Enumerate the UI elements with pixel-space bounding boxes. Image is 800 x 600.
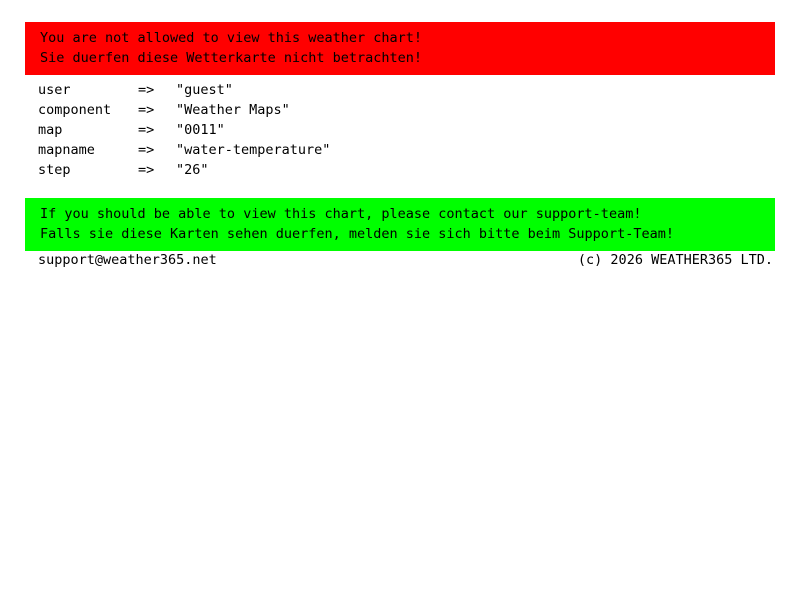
error-banner-line-de: Sie duerfen diese Wetterkarte nicht betrachten! xyxy=(40,50,423,66)
parameter-value: "Weather Maps" xyxy=(176,102,290,118)
info-banner-line-en: If you should be able to view this chart, please contact our support-team! xyxy=(40,206,642,222)
parameter-value: "guest" xyxy=(176,82,233,98)
parameter-arrow: => xyxy=(138,122,155,138)
parameter-value: "0011" xyxy=(176,122,225,138)
parameter-key: mapname xyxy=(38,142,95,158)
parameter-arrow: => xyxy=(138,142,155,158)
parameter-key: user xyxy=(38,82,71,98)
parameter-arrow: => xyxy=(138,162,155,178)
parameter-arrow: => xyxy=(138,82,155,98)
error-banner xyxy=(25,22,775,75)
info-banner xyxy=(25,198,775,251)
parameter-key: step xyxy=(38,162,71,178)
parameter-value: "26" xyxy=(176,162,209,178)
parameter-value: "water-temperature" xyxy=(176,142,331,158)
parameter-list xyxy=(38,80,738,180)
parameter-key: component xyxy=(38,102,112,118)
error-banner-line-en: You are not allowed to view this weather chart! xyxy=(40,30,423,46)
parameter-row-map xyxy=(38,120,738,140)
support-email[interactable]: support@weather365.net xyxy=(38,252,217,268)
parameter-row-user xyxy=(38,80,738,100)
parameter-row-mapname xyxy=(38,140,738,160)
parameter-key: map xyxy=(38,122,63,138)
parameter-arrow: => xyxy=(138,102,155,118)
parameter-row-component xyxy=(38,100,738,120)
parameter-row-step xyxy=(38,160,738,180)
copyright-notice: (c) 2026 WEATHER365 LTD. xyxy=(577,252,773,268)
info-banner-line-de: Falls sie diese Karten sehen duerfen, melden sie sich bitte beim Support-Team! xyxy=(40,226,674,242)
footer xyxy=(38,250,773,270)
